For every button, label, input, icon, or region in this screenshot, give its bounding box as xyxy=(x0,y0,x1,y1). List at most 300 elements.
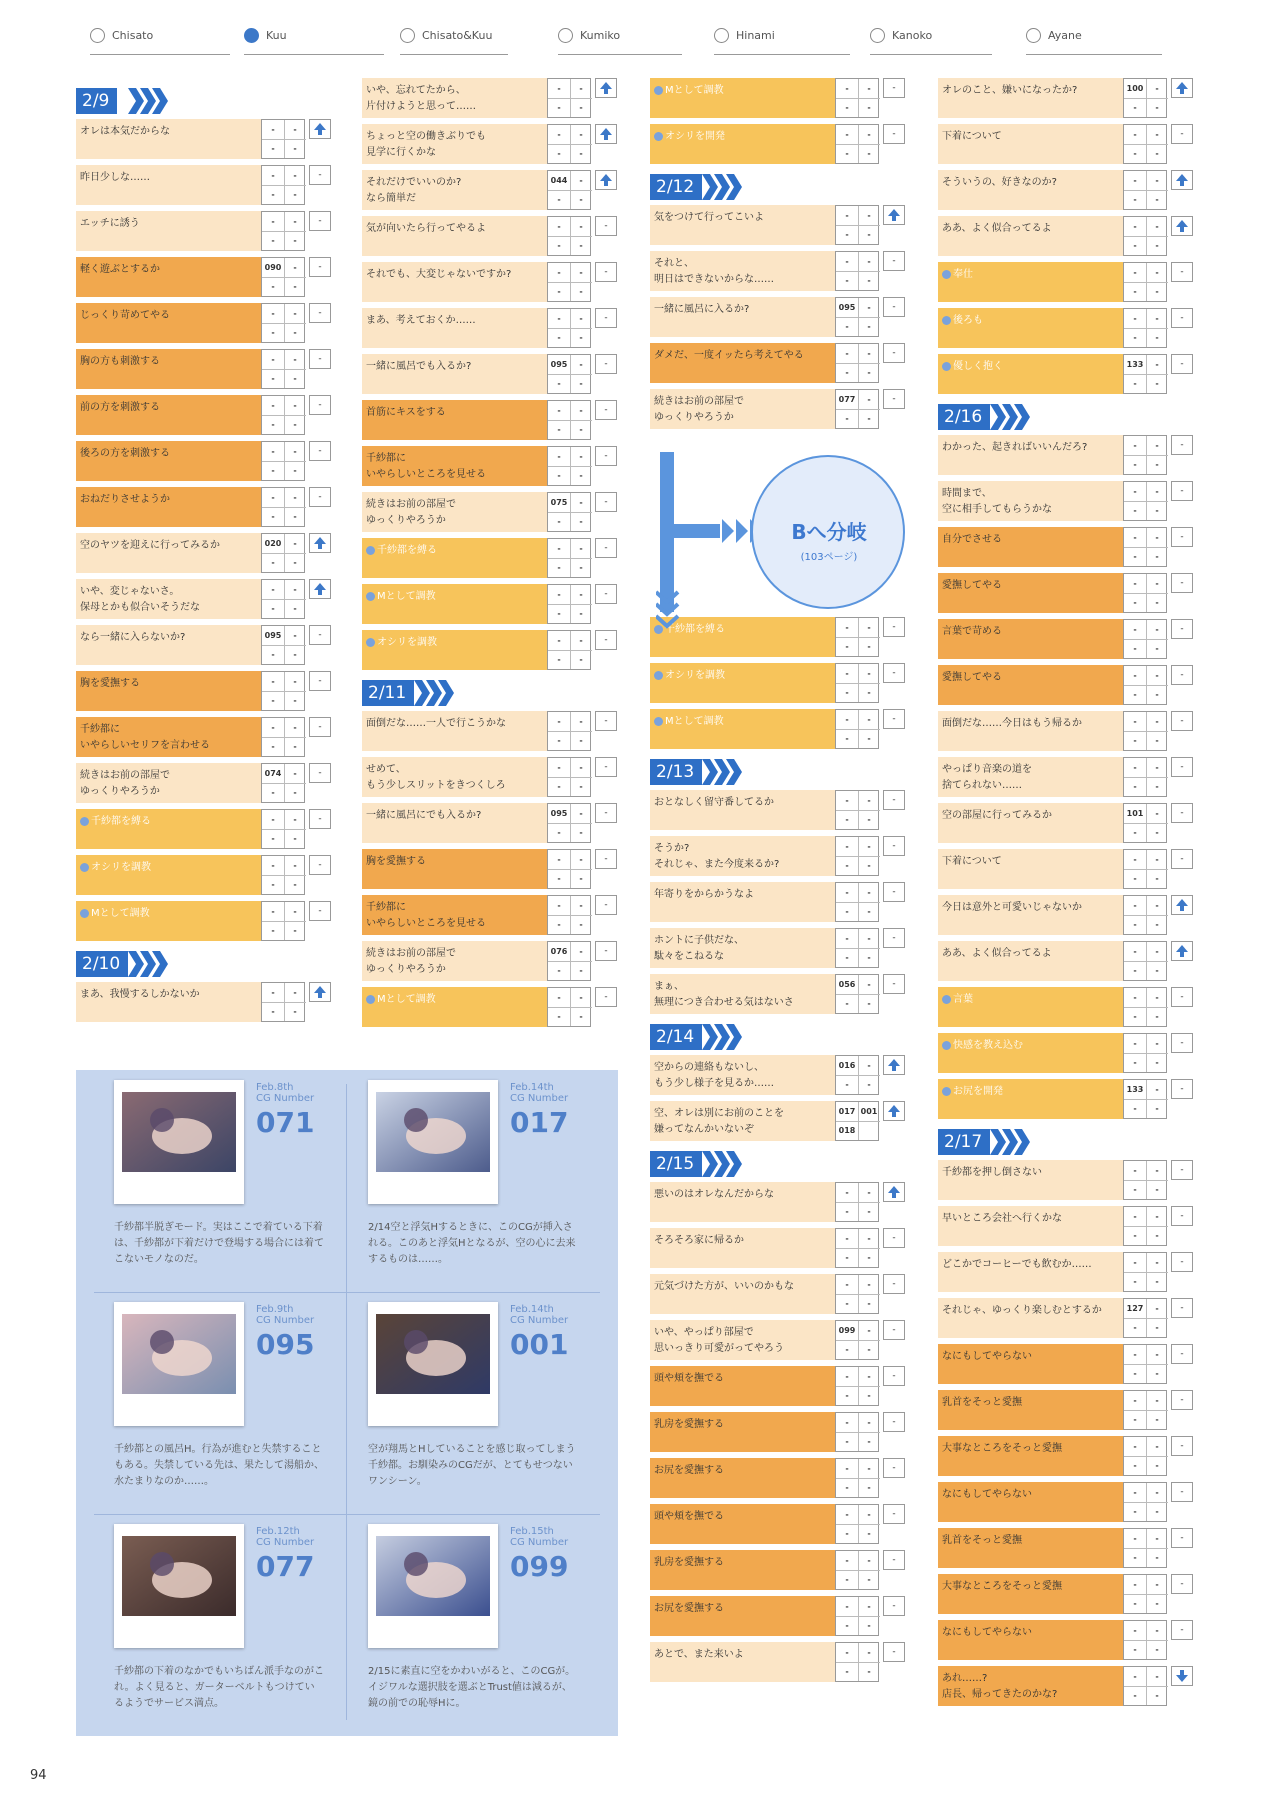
score-cell: - xyxy=(548,144,571,163)
choice-text: 乳房を愛撫する xyxy=(654,1419,724,1430)
score-cell: - xyxy=(1146,309,1168,329)
score-cell: - xyxy=(1155,460,1159,469)
score-cell: - xyxy=(1146,1667,1168,1687)
choice-text: 胸を愛撫する xyxy=(80,678,140,689)
up-arrow-icon xyxy=(1171,170,1193,190)
up-arrow-icon xyxy=(883,1182,905,1202)
score-cell: - xyxy=(548,585,571,605)
score-cell: - xyxy=(262,1002,285,1021)
choice-label xyxy=(76,487,261,527)
score-cells xyxy=(547,849,591,889)
score-cell: - xyxy=(579,736,583,745)
ext-cell: - xyxy=(1171,1206,1193,1226)
ext-cell: - xyxy=(883,1228,905,1248)
score-cell: - xyxy=(284,166,306,186)
choice-text: そろそろ家に帰るか xyxy=(654,1235,744,1246)
score-cell: - xyxy=(858,618,880,638)
chevron-icon xyxy=(414,680,456,706)
ext-cell: - xyxy=(883,1504,905,1524)
cg-thumbnail xyxy=(114,1080,244,1204)
choice-text: 後ろの方を刺激する xyxy=(80,448,170,459)
choice-row xyxy=(938,1206,1200,1246)
choice-label xyxy=(650,1366,835,1406)
score-cell: - xyxy=(570,493,592,513)
score-cell: - xyxy=(1146,436,1168,456)
up-arrow-icon xyxy=(595,124,617,144)
score-cell: - xyxy=(284,856,306,876)
choice-text: それと、 明日はできないからな…… xyxy=(654,258,774,285)
score-cell: - xyxy=(836,710,859,730)
cg-image-icon xyxy=(122,1314,236,1394)
score-cell: - xyxy=(262,461,285,480)
score-cell: - xyxy=(1124,1391,1147,1411)
choice-row xyxy=(76,809,338,849)
score-cells xyxy=(547,492,591,532)
choice-text: お尻を愛撫する xyxy=(654,1603,724,1614)
score-cell: - xyxy=(836,664,859,684)
score-cell: - xyxy=(284,718,306,738)
choice-text: なら一緒に入らないか? xyxy=(80,632,186,643)
score-cell: - xyxy=(262,488,285,508)
score-cells xyxy=(1123,895,1167,935)
choice-text: なにもしてやらない xyxy=(942,1489,1032,1500)
score-cell: - xyxy=(867,276,871,285)
choice-label xyxy=(76,533,261,573)
choice-text: 前の方を刺激する xyxy=(80,402,160,413)
score-cell: - xyxy=(867,861,871,870)
choice-row xyxy=(650,205,912,245)
score-cell: - xyxy=(858,1321,880,1341)
marker-icon xyxy=(942,316,951,325)
cg-date: Feb.12th CG Number xyxy=(256,1526,315,1548)
score-cell: - xyxy=(262,396,285,416)
choice-row xyxy=(76,717,338,757)
score-cell: - xyxy=(1124,639,1147,658)
tab-chisatokuu[interactable] xyxy=(400,26,508,55)
score-cell: - xyxy=(262,350,285,370)
choice-row xyxy=(938,803,1200,843)
score-cell: - xyxy=(1124,666,1147,686)
date-header xyxy=(938,1129,1200,1155)
score-cell: - xyxy=(858,125,880,145)
score-cell: - xyxy=(1124,1686,1147,1705)
score-cells xyxy=(547,446,591,486)
score-cell: - xyxy=(1124,1253,1147,1273)
ext-cell: - xyxy=(883,974,905,994)
score-cell: 095 xyxy=(262,626,285,646)
score-cell: - xyxy=(262,166,285,186)
choice-row xyxy=(76,671,338,711)
score-cell: - xyxy=(262,783,285,802)
choice-row xyxy=(76,211,338,251)
choice-row xyxy=(650,1458,912,1498)
cg-description: 千紗都との風呂H。行為が進むと失禁することもある。失禁している先は、果たして湯船か、水たまりなのか……。 xyxy=(114,1444,324,1487)
score-cell: - xyxy=(1124,98,1147,117)
score-cells xyxy=(1123,1482,1167,1522)
score-cell: - xyxy=(858,344,880,364)
choice-row xyxy=(76,533,338,573)
score-cell: - xyxy=(836,856,859,875)
score-cell: - xyxy=(293,236,297,245)
tab-kumiko[interactable] xyxy=(558,26,682,55)
score-cells xyxy=(835,790,879,830)
marker-icon xyxy=(942,1087,951,1096)
ext-cell: - xyxy=(1171,1160,1193,1180)
score-cell: - xyxy=(548,447,571,467)
score-cell: - xyxy=(1155,1645,1159,1654)
score-cell: - xyxy=(570,585,592,605)
score-cells xyxy=(835,1412,879,1452)
choice-label xyxy=(938,1620,1123,1660)
choice-row xyxy=(76,441,338,481)
choice-row xyxy=(650,1504,912,1544)
score-cell: - xyxy=(284,810,306,830)
score-cell: - xyxy=(836,1386,859,1405)
choice-label xyxy=(362,400,547,440)
choice-row xyxy=(938,527,1200,567)
date-label: 2/10 xyxy=(76,951,128,977)
choice-text: 愛撫してやる xyxy=(942,672,1002,683)
date-label: 2/17 xyxy=(938,1129,990,1155)
choice-text: 早いところ会社へ行くかな xyxy=(942,1213,1062,1224)
choice-label xyxy=(938,987,1123,1027)
score-cell: - xyxy=(1124,1667,1147,1687)
choice-row xyxy=(362,492,624,532)
score-cell: - xyxy=(1124,1345,1147,1365)
score-cell: - xyxy=(262,902,285,922)
score-cell: - xyxy=(836,252,859,272)
marker-icon xyxy=(366,546,375,555)
score-cell: - xyxy=(1155,598,1159,607)
choice-text: 大事なところをそっと愛撫 xyxy=(942,1443,1062,1454)
score-cell: 075 xyxy=(548,493,571,513)
score-cells xyxy=(1123,573,1167,613)
day-block xyxy=(938,404,1200,1119)
score-cells xyxy=(547,216,591,256)
ext-cell: - xyxy=(595,400,617,420)
choice-label xyxy=(76,809,261,849)
date-label: 2/11 xyxy=(362,680,414,706)
choice-row xyxy=(938,849,1200,889)
score-cell: - xyxy=(284,983,306,1003)
score-cells xyxy=(547,400,591,440)
choice-label xyxy=(362,262,547,302)
score-cells xyxy=(1123,711,1167,751)
choice-label xyxy=(76,625,261,665)
ext-cell: - xyxy=(309,211,331,231)
ext-cell: - xyxy=(883,389,905,409)
score-cell: - xyxy=(1155,828,1159,837)
cg-panel xyxy=(76,1070,618,1736)
chevron-icon xyxy=(702,759,744,785)
score-cell: - xyxy=(858,206,880,226)
score-cell: - xyxy=(1146,528,1168,548)
choice-label xyxy=(362,895,547,935)
score-cell: - xyxy=(570,896,592,916)
page-number: 94 xyxy=(30,1768,47,1783)
choice-text: 後ろも xyxy=(953,315,983,326)
score-cell: - xyxy=(867,642,871,651)
choice-text: 面倒だな……一人で行こうかな xyxy=(366,718,506,729)
choice-text: あれ……? 店長、帰ってきたのかな? xyxy=(942,1673,1058,1700)
choice-row xyxy=(362,308,624,348)
score-cell: - xyxy=(836,683,859,702)
choice-row xyxy=(362,124,624,164)
tab-kuu[interactable] xyxy=(244,26,384,55)
score-cells xyxy=(835,78,879,118)
ext-cell: - xyxy=(309,625,331,645)
score-cell: - xyxy=(1124,1226,1147,1245)
choice-text: 一緒に風呂にでも入るか? xyxy=(366,810,482,821)
score-cell: - xyxy=(836,948,859,967)
score-cell: - xyxy=(1146,942,1168,962)
score-cell: - xyxy=(570,712,592,732)
choice-text: 頭や頬を撫でる xyxy=(654,1373,724,1384)
choice-label xyxy=(362,446,547,486)
choice-label xyxy=(650,974,835,1014)
score-cell: - xyxy=(548,466,571,485)
branch-title: Bへ分岐 xyxy=(791,520,867,544)
ext-cell: - xyxy=(883,882,905,902)
choice-label xyxy=(362,630,547,670)
choice-text: 下着について xyxy=(942,131,1002,142)
up-arrow-icon xyxy=(1171,895,1193,915)
ext-cell: - xyxy=(883,1412,905,1432)
choice-row xyxy=(938,573,1200,613)
score-cell: - xyxy=(867,414,871,423)
score-cells xyxy=(1123,757,1167,797)
score-cells xyxy=(547,895,591,935)
score-cell: - xyxy=(570,355,592,375)
score-cell: - xyxy=(1124,1548,1147,1567)
choice-label xyxy=(938,1079,1123,1119)
score-cell: - xyxy=(1124,1007,1147,1026)
ext-cell: - xyxy=(309,257,331,277)
tab-label: Chisato xyxy=(112,29,154,42)
radio-icon xyxy=(1026,28,1041,43)
score-cells xyxy=(547,262,591,302)
score-cells xyxy=(835,974,879,1014)
score-cell: - xyxy=(858,1597,880,1617)
choice-text: 千紗都を縛る xyxy=(377,545,437,556)
score-cell: - xyxy=(858,664,880,684)
ext-cell: - xyxy=(1171,1390,1193,1410)
score-cell: - xyxy=(293,374,297,383)
choice-label xyxy=(650,709,835,749)
up-arrow-icon xyxy=(309,579,331,599)
ext-cell: - xyxy=(595,711,617,731)
score-cell: - xyxy=(1124,942,1147,962)
score-cell: - xyxy=(1155,920,1159,929)
score-cell: - xyxy=(284,258,306,278)
score-cell: - xyxy=(548,604,571,623)
marker-icon xyxy=(80,817,89,826)
choice-label xyxy=(362,492,547,532)
date-label: 2/14 xyxy=(650,1024,702,1050)
score-cell: - xyxy=(1155,149,1159,158)
choice-row xyxy=(650,1101,912,1141)
score-cell: - xyxy=(867,1483,871,1492)
score-cell: - xyxy=(1124,961,1147,980)
up-arrow-icon xyxy=(1171,941,1193,961)
score-cell: - xyxy=(1146,574,1168,594)
score-cell: - xyxy=(836,363,859,382)
score-cells xyxy=(1123,1298,1167,1338)
cg-image-icon xyxy=(122,1092,236,1172)
tab-kanoko[interactable] xyxy=(870,26,992,55)
cg-date: Feb.8th CG Number xyxy=(256,1082,315,1104)
score-cell: - xyxy=(858,298,880,318)
choice-row xyxy=(362,538,624,578)
score-cells xyxy=(547,354,591,394)
score-cells xyxy=(1123,308,1167,348)
ext-cell: - xyxy=(595,849,617,869)
score-cell: - xyxy=(293,558,297,567)
score-cell: - xyxy=(293,696,297,705)
date-header xyxy=(76,88,338,114)
choice-label xyxy=(76,165,261,205)
choice-row xyxy=(938,354,1200,394)
score-cells xyxy=(835,1596,879,1636)
score-cell: - xyxy=(579,379,583,388)
choice-label xyxy=(938,619,1123,659)
choice-label xyxy=(938,481,1123,521)
score-cell: - xyxy=(262,212,285,232)
choice-label xyxy=(650,663,835,703)
tab-label: Chisato&Kuu xyxy=(422,29,493,42)
score-cell: - xyxy=(867,1621,871,1630)
up-arrow-icon xyxy=(309,119,331,139)
tab-chisato[interactable] xyxy=(90,26,230,55)
choice-row xyxy=(938,1160,1200,1200)
score-cell: - xyxy=(284,580,306,600)
ext-cell: - xyxy=(595,216,617,236)
choice-label xyxy=(650,1642,835,1682)
score-cells xyxy=(835,251,879,291)
score-cell: - xyxy=(1155,736,1159,745)
ext-cell: - xyxy=(595,538,617,558)
ext-cell: - xyxy=(1171,1574,1193,1594)
score-cell: - xyxy=(1124,915,1147,934)
choice-label xyxy=(362,78,547,118)
choice-label xyxy=(650,882,835,922)
ext-cell: - xyxy=(1171,803,1193,823)
choice-row xyxy=(650,790,912,830)
score-cell: - xyxy=(867,1575,871,1584)
score-cells xyxy=(261,901,305,941)
score-cell: - xyxy=(836,1524,859,1543)
score-cell xyxy=(858,1121,880,1140)
score-cell: - xyxy=(1124,1180,1147,1199)
cg-description: 空が翔馬とHしていることを感じ取ってしまう千紗都。お馴染みのCGだが、とてもせつないワンシーン。 xyxy=(368,1444,576,1487)
score-cell: - xyxy=(858,390,880,410)
score-cell: - xyxy=(262,415,285,434)
ext-cell: - xyxy=(309,303,331,323)
score-cell: - xyxy=(1146,125,1168,145)
choice-row xyxy=(938,308,1200,348)
score-cell: - xyxy=(1124,1053,1147,1072)
score-cell: - xyxy=(867,953,871,962)
choice-text: なにもしてやらない xyxy=(942,1351,1032,1362)
score-cell: - xyxy=(1124,171,1147,191)
choice-label xyxy=(938,1666,1123,1706)
choice-row xyxy=(76,579,338,619)
score-cell: - xyxy=(1146,1391,1168,1411)
score-cell: - xyxy=(1146,1161,1168,1181)
tab-ayane[interactable] xyxy=(1026,26,1162,55)
score-cell: - xyxy=(284,120,306,140)
choice-label xyxy=(938,124,1123,164)
choice-text: 昨日少しな…… xyxy=(80,172,150,183)
score-cell: - xyxy=(570,942,592,962)
day-block xyxy=(362,680,624,1027)
choice-text: あとで、また来いよ xyxy=(654,1649,744,1660)
score-cell: - xyxy=(1124,777,1147,796)
radio-icon xyxy=(714,28,729,43)
score-cell: - xyxy=(548,328,571,347)
up-arrow-icon xyxy=(595,78,617,98)
score-cells xyxy=(1123,527,1167,567)
choice-text: それだけでいいのか? なら簡単だ xyxy=(366,177,462,204)
score-cell: - xyxy=(1124,125,1147,145)
choice-row xyxy=(362,446,624,486)
score-cell: - xyxy=(579,425,583,434)
date-header xyxy=(650,1024,912,1050)
choice-label xyxy=(938,803,1123,843)
score-cell: - xyxy=(1124,263,1147,283)
score-cell: - xyxy=(1124,850,1147,870)
choice-label xyxy=(362,170,547,210)
choice-row xyxy=(938,1528,1200,1568)
up-arrow-icon xyxy=(309,982,331,1002)
score-cell: - xyxy=(284,534,306,554)
score-cell: - xyxy=(1124,896,1147,916)
ext-cell: - xyxy=(883,709,905,729)
score-cell: - xyxy=(867,1207,871,1216)
choice-label xyxy=(938,1206,1123,1246)
score-cell: - xyxy=(836,1229,859,1249)
score-cell: - xyxy=(858,79,880,99)
choice-label xyxy=(938,1482,1123,1522)
score-cell: - xyxy=(1155,1104,1159,1113)
score-cell: - xyxy=(836,271,859,290)
score-cell: - xyxy=(548,558,571,577)
score-cell: - xyxy=(867,230,871,239)
score-cells xyxy=(1123,354,1167,394)
choice-row xyxy=(650,1642,912,1682)
score-cell: - xyxy=(262,323,285,342)
score-cell: - xyxy=(293,880,297,889)
choice-label xyxy=(938,1528,1123,1568)
choice-label xyxy=(650,836,835,876)
choice-label xyxy=(938,757,1123,797)
score-cell: - xyxy=(1124,217,1147,237)
score-cell: - xyxy=(548,777,571,796)
score-cell: - xyxy=(858,791,880,811)
radio-icon xyxy=(558,28,573,43)
score-cell: - xyxy=(1124,144,1147,163)
tab-hinami[interactable] xyxy=(714,26,850,55)
score-cell: - xyxy=(1124,1575,1147,1595)
score-cell: - xyxy=(1155,1277,1159,1286)
score-cells xyxy=(1123,435,1167,475)
choice-row xyxy=(938,481,1200,521)
score-cells xyxy=(547,78,591,118)
tab-label: Kuu xyxy=(266,29,287,42)
choice-row xyxy=(362,584,624,624)
ext-cell: - xyxy=(1171,1482,1193,1502)
choice-label xyxy=(650,1101,835,1141)
